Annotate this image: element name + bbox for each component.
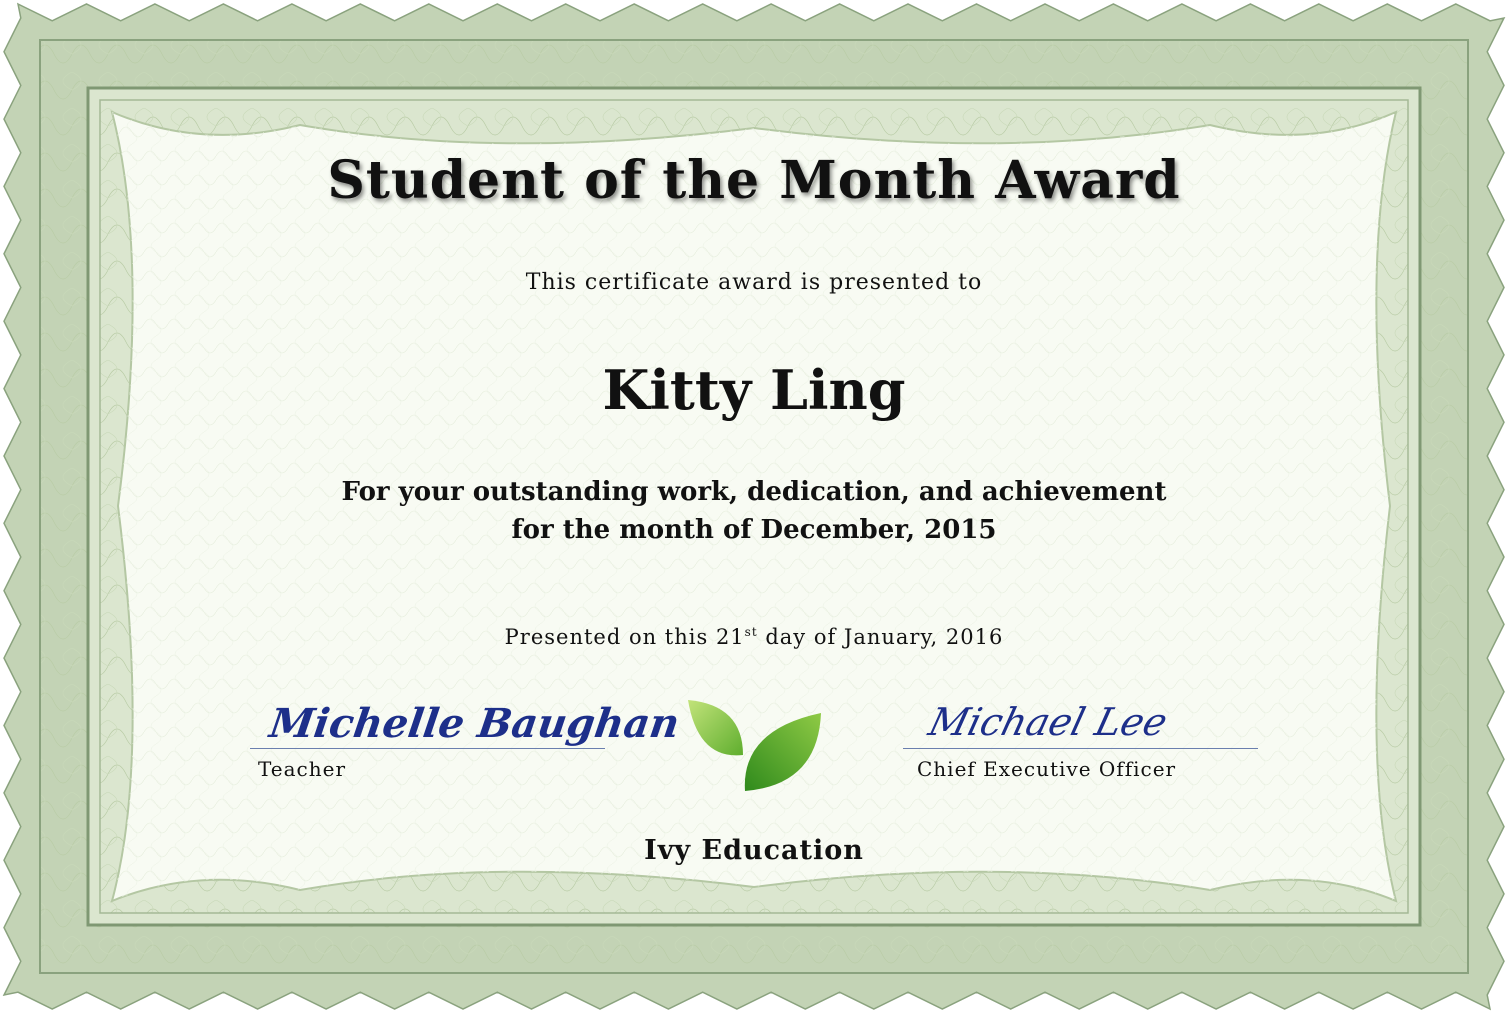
signature-line-right [903,748,1258,749]
organization-name: Ivy Education [644,835,864,866]
presented-date [0,625,1508,649]
ceo-role: Chief Executive Officer [917,757,1177,781]
teacher-role: Teacher [258,757,347,781]
recipient-name: Kitty Ling [602,358,906,422]
signature-line-left [250,748,605,749]
teacher-signature: Michelle Baughan [266,700,683,747]
reason-line-2: for the month of December, 2015 [511,515,997,545]
presented-date-prefix: Presented on this 21 [504,625,745,649]
presented-to-line: This certificate award is presented to [525,270,983,295]
presented-date-rest: day of January, 2016 [757,625,1004,649]
reason-line-1: For your outstanding work, dedication, and achievement [341,477,1167,507]
leaf-logo-icon [683,695,828,795]
presented-date-ordinal: st [744,625,758,639]
ceo-signature: Michael Lee [924,700,1172,744]
certificate-title: Student of the Month Award [327,150,1181,211]
